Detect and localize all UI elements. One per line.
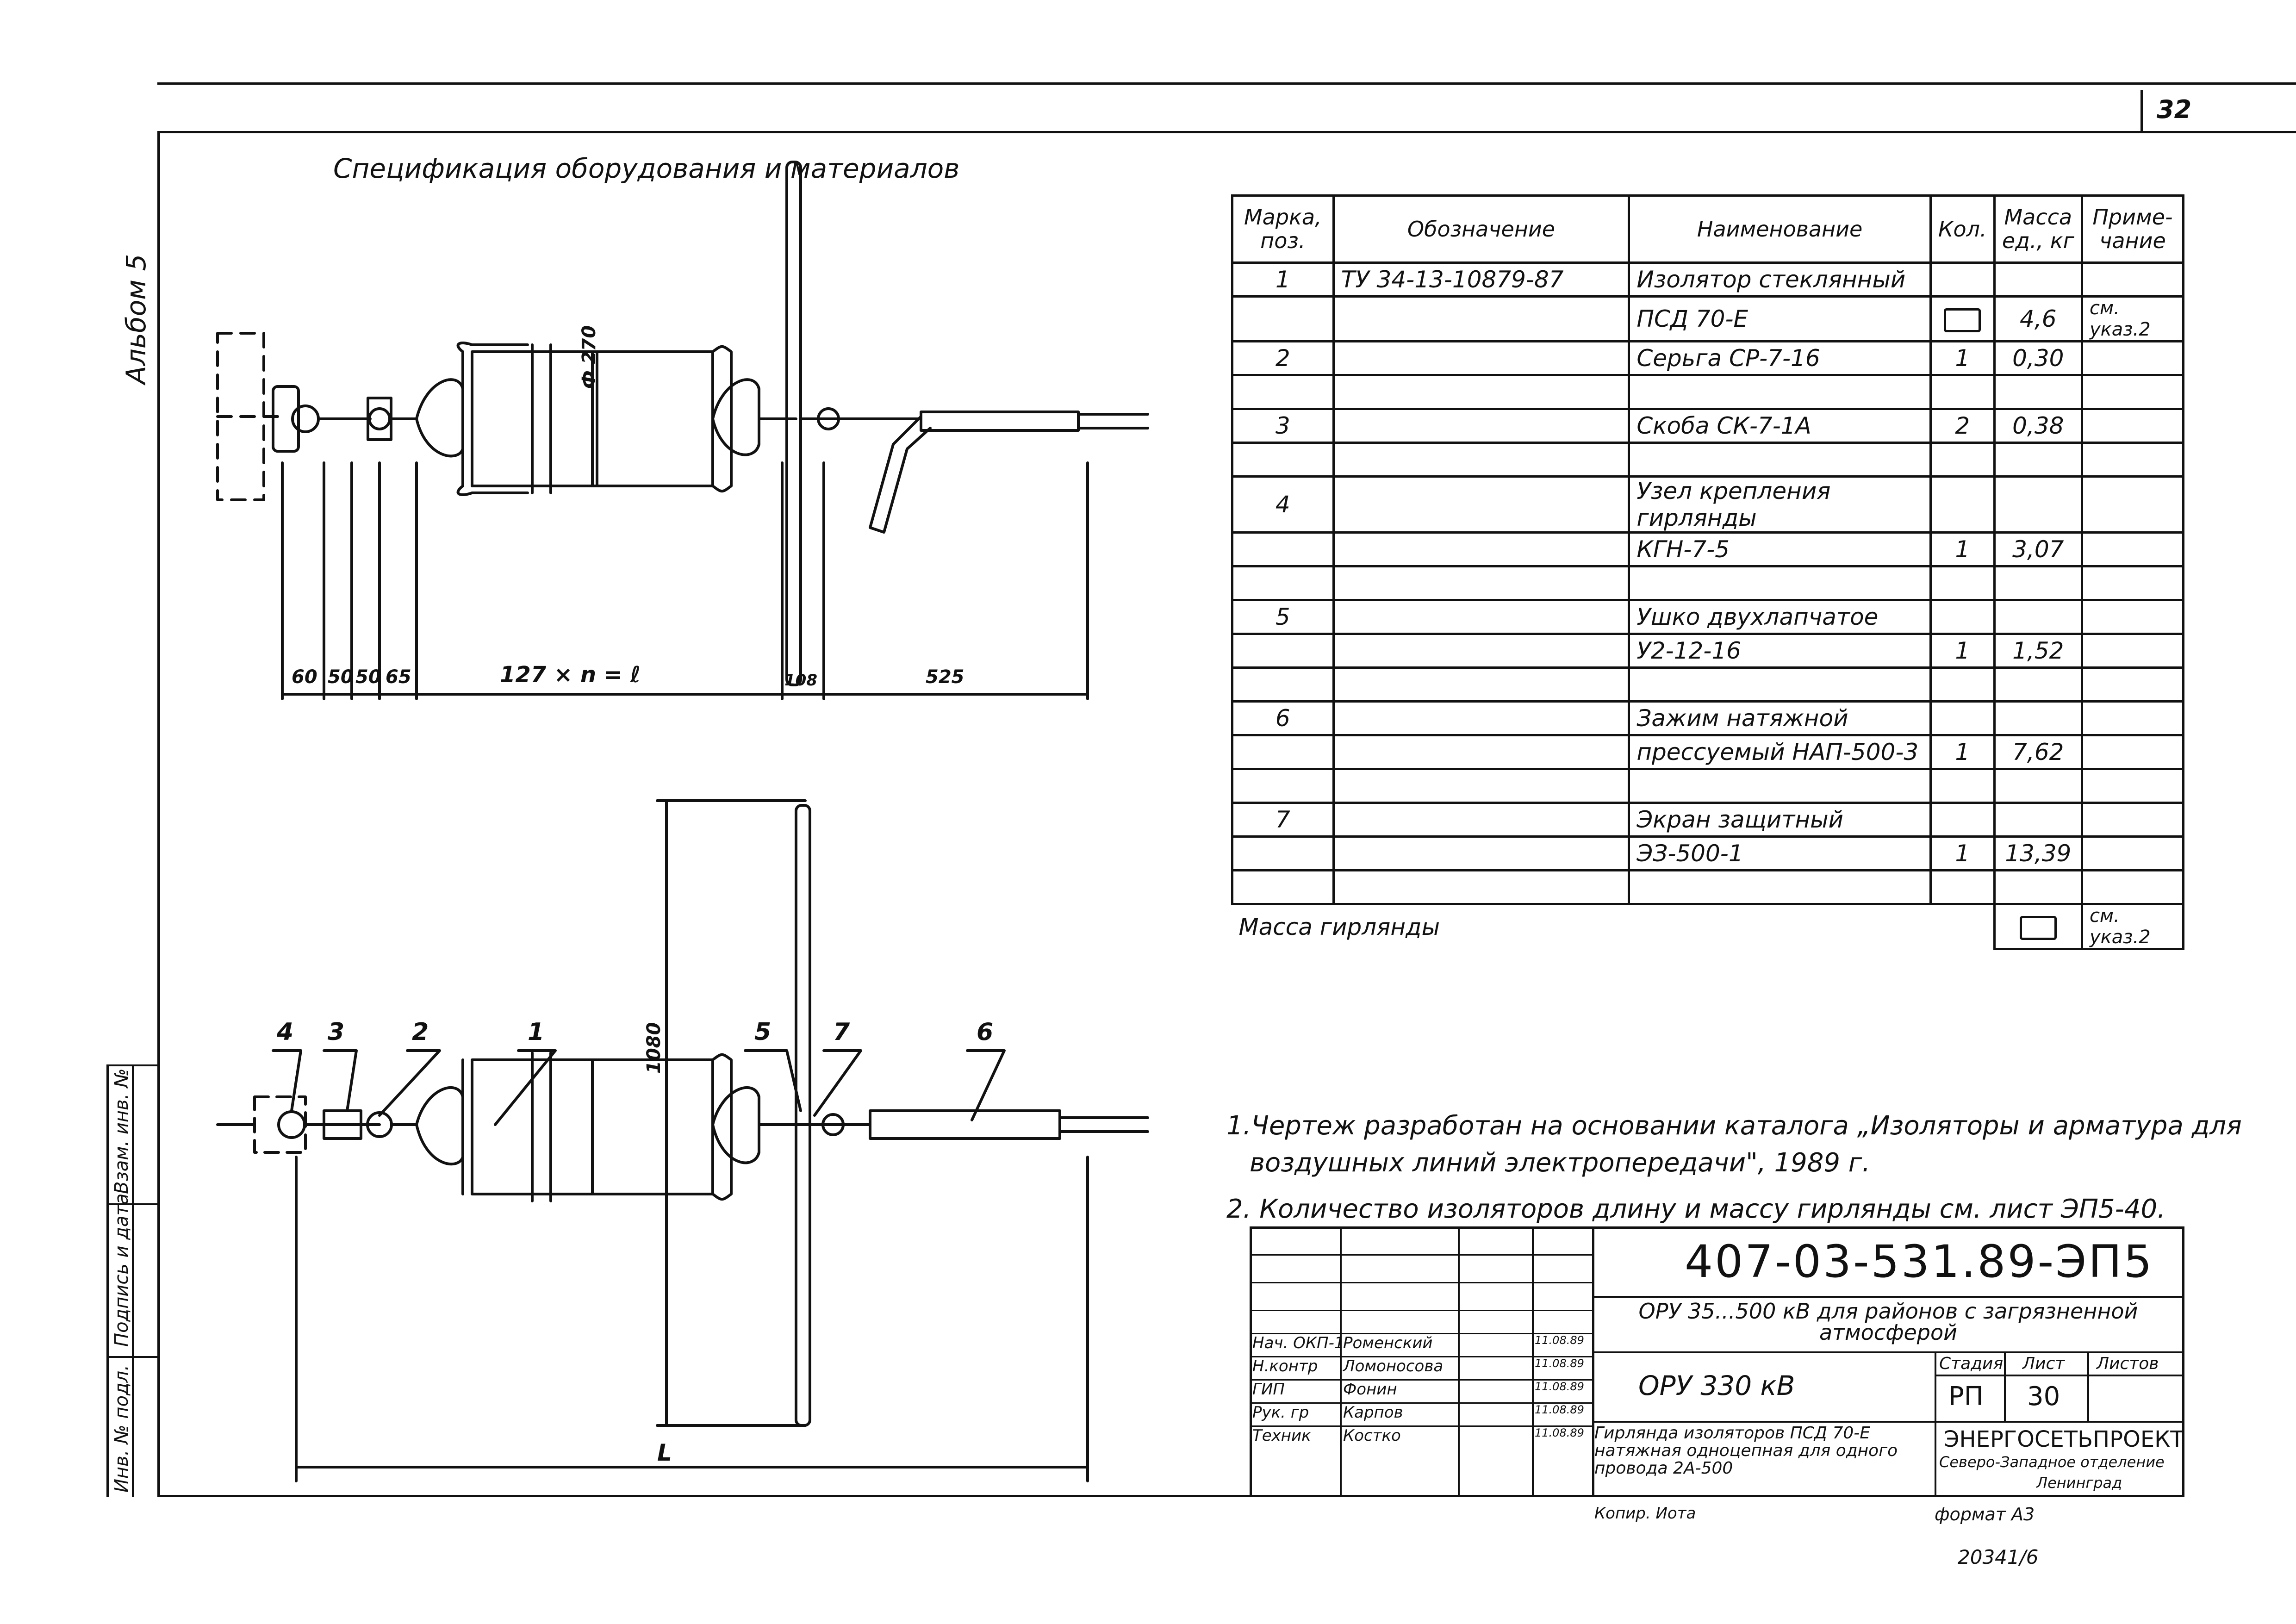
tb-left xyxy=(1250,1226,1252,1497)
spec-row xyxy=(1232,871,2184,904)
tb-person-date: 11.08.89 xyxy=(1535,1403,1584,1416)
tb-right xyxy=(2182,1226,2184,1497)
tb-person-role: Н.контр xyxy=(1252,1357,1318,1375)
spec-cell-note xyxy=(2082,477,2183,533)
spec-cell-qty xyxy=(1930,375,1994,409)
spec-title: Спецификация оборудования и материалов xyxy=(333,153,960,184)
spec-cell-qty xyxy=(1930,803,1994,837)
dim-50a: 50 xyxy=(328,666,354,688)
tb-sheets-label: Листов xyxy=(2097,1354,2159,1373)
tb-row-object xyxy=(1592,1421,2184,1423)
note-2: 2. Количество изоляторов длину и массу гирлянды см. лист ЭП5-40. xyxy=(1226,1194,2165,1224)
spec-cell-pos: 1 xyxy=(1232,263,1334,297)
spec-cell-code xyxy=(1333,769,1629,803)
album-label: Альбом 5 xyxy=(120,254,152,384)
spec-cell-mass xyxy=(1994,477,2082,533)
spec-cell-code xyxy=(1333,375,1629,409)
note-1a: 1.Чертеж разработан на основании каталога „Изоляторы и арматура для xyxy=(1226,1111,2242,1141)
spec-cell-pos xyxy=(1232,837,1334,871)
spec-cell-note xyxy=(2082,600,2183,634)
dim-525: 525 xyxy=(926,666,964,688)
spec-cell-qty xyxy=(1930,477,1994,533)
spec-row xyxy=(1232,533,2184,566)
spec-cell-name: КГН-7-5 xyxy=(1629,533,1930,566)
dim-L: L xyxy=(657,1439,672,1466)
tb-person-date: 11.08.89 xyxy=(1535,1357,1584,1370)
spec-cell-qty xyxy=(1930,263,1994,297)
spec-header-mass: Масса ед., кг xyxy=(1994,196,2082,263)
spec-cell-code xyxy=(1333,668,1629,702)
spec-cell-note: см. указ.2 xyxy=(2082,297,2183,342)
spec-cell-pos xyxy=(1232,735,1334,769)
dim-65: 65 xyxy=(386,666,411,688)
tb-org: ЭНЕРГОСЕТЬПРОЕКТ xyxy=(1944,1426,2184,1452)
spec-cell-note xyxy=(2082,803,2183,837)
spec-cell-code xyxy=(1333,566,1629,600)
tb-stage-col-2 xyxy=(2087,1351,2089,1421)
spec-cell-name: ПСД 70-Е xyxy=(1629,297,1930,342)
spec-cell-qty: 1 xyxy=(1930,342,1994,375)
spec-row xyxy=(1232,342,2184,375)
tb-person-role: ГИП xyxy=(1252,1380,1285,1399)
spec-cell-qty: 1 xyxy=(1930,735,1994,769)
tb-sheet-title: Гирлянда изоляторов ПСД 70-Е натяжная одноцепная для одного провода 2А-500 xyxy=(1594,1424,1898,1478)
spec-row xyxy=(1232,668,2184,702)
spec-total-mass xyxy=(1994,904,2082,949)
corner-box-left xyxy=(2140,90,2143,132)
callout-5: 5 xyxy=(754,1018,772,1046)
top-attachment-node xyxy=(273,386,299,451)
spec-cell-mass: 0,38 xyxy=(1994,409,2082,443)
spec-cell-name: Изолятор стеклянный xyxy=(1629,263,1930,297)
qty-box xyxy=(1944,308,1981,332)
spec-cell-qty xyxy=(1930,871,1994,904)
spec-cell-qty: 2 xyxy=(1930,409,1994,443)
spec-cell-qty xyxy=(1930,297,1994,342)
tb-org-city: Ленинград xyxy=(2036,1474,2122,1492)
spec-cell-note xyxy=(2082,837,2183,871)
spec-row xyxy=(1232,375,2184,409)
spec-cell-note xyxy=(2082,668,2183,702)
spec-cell-mass xyxy=(1994,668,2082,702)
tb-project: ОРУ 35...500 кВ для районов с загрязненной атмосферой xyxy=(1638,1299,2138,1345)
spec-total-box xyxy=(2020,916,2057,940)
tb-inventory: 20341/6 xyxy=(1958,1546,2039,1568)
spec-header-code: Обозначение xyxy=(1333,196,1629,263)
spec-cell-pos xyxy=(1232,533,1334,566)
dim-1080: 1080 xyxy=(643,1022,665,1074)
tb-person-name: Ломоносова xyxy=(1343,1357,1444,1375)
spec-header-name: Наименование xyxy=(1629,196,1930,263)
spec-cell-qty: 1 xyxy=(1930,533,1994,566)
tb-grid-row-2 xyxy=(1250,1282,1592,1283)
spec-cell-name: Серьга СР-7-16 xyxy=(1629,342,1930,375)
tb-person-date: 11.08.89 xyxy=(1535,1334,1584,1347)
spec-cell-name xyxy=(1629,566,1930,600)
insulator-string-drawing xyxy=(0,0,1226,1495)
spec-header-qty: Кол. xyxy=(1930,196,1994,263)
spec-cell-pos: 5 xyxy=(1232,600,1334,634)
tb-person-name: Костко xyxy=(1343,1426,1401,1445)
spec-cell-mass xyxy=(1994,375,2082,409)
spec-cell-name xyxy=(1629,668,1930,702)
spec-cell-name xyxy=(1629,769,1930,803)
spec-cell-code: ТУ 34-13-10879-87 xyxy=(1333,263,1629,297)
tb-person-role: Нач. ОКП-1 xyxy=(1252,1334,1344,1352)
spec-total-row xyxy=(1232,904,2184,949)
spec-cell-mass: 1,52 xyxy=(1994,634,2082,668)
callout-2: 2 xyxy=(412,1018,429,1046)
spec-cell-mass xyxy=(1994,566,2082,600)
spec-cell-code xyxy=(1333,871,1629,904)
spec-cell-mass: 3,07 xyxy=(1994,533,2082,566)
sheet-corner-number: 32 xyxy=(2157,95,2192,124)
spec-cell-pos xyxy=(1232,668,1334,702)
spec-cell-note xyxy=(2082,769,2183,803)
tb-sheet: 30 xyxy=(2027,1381,2060,1412)
note-1b: воздушных линий электропередачи", 1989 г. xyxy=(1250,1148,1871,1178)
spec-row xyxy=(1232,297,2184,342)
dim-127n: 127 × n = ℓ xyxy=(500,662,641,688)
spec-cell-code xyxy=(1333,735,1629,769)
spec-header-row xyxy=(1232,196,2184,263)
tb-col-1 xyxy=(1340,1226,1342,1497)
spec-row xyxy=(1232,477,2184,533)
callout-3: 3 xyxy=(328,1018,345,1046)
spec-cell-name: У2-12-16 xyxy=(1629,634,1930,668)
spec-cell-code xyxy=(1333,803,1629,837)
spec-cell-note xyxy=(2082,533,2183,566)
tb-doc-number: 407-03-531.89-ЭП5 xyxy=(1685,1236,2154,1288)
tb-person-name: Карпов xyxy=(1343,1403,1403,1422)
tb-stage-row xyxy=(1935,1375,2184,1376)
spec-row xyxy=(1232,263,2184,297)
spec-cell-code xyxy=(1333,702,1629,735)
spec-cell-qty xyxy=(1930,702,1994,735)
spec-cell-pos xyxy=(1232,634,1334,668)
spec-row xyxy=(1232,409,2184,443)
callout-1: 1 xyxy=(528,1018,545,1046)
tb-person-date: 11.08.89 xyxy=(1535,1426,1584,1439)
spec-cell-note xyxy=(2082,443,2183,477)
spec-cell-pos: 3 xyxy=(1232,409,1334,443)
spec-cell-pos xyxy=(1232,297,1334,342)
frame-bottom xyxy=(157,1495,2184,1497)
tb-object: ОРУ 330 кВ xyxy=(1638,1370,1795,1401)
spec-cell-name: прессуемый НАП-500-3 xyxy=(1629,735,1930,769)
dim-60: 60 xyxy=(292,666,317,688)
spec-total-label: Масса гирлянды xyxy=(1232,904,1995,949)
spec-header-pos: Марка, поз. xyxy=(1232,196,1334,263)
spec-cell-qty xyxy=(1930,668,1994,702)
spec-cell-mass: 4,6 xyxy=(1994,297,2082,342)
bottom-screen-rod xyxy=(796,805,810,1425)
side-stamp-inventory: Инв. № подл. xyxy=(111,1365,132,1493)
spec-cell-code xyxy=(1333,297,1629,342)
spec-cell-qty xyxy=(1930,566,1994,600)
tb-col-2 xyxy=(1458,1226,1460,1497)
tb-grid-row-1 xyxy=(1250,1254,1592,1256)
tb-person-role: Техник xyxy=(1252,1426,1311,1445)
spec-cell-mass xyxy=(1994,443,2082,477)
spec-cell-note xyxy=(2082,566,2183,600)
spec-cell-note xyxy=(2082,871,2183,904)
spec-cell-pos xyxy=(1232,871,1334,904)
tb-person-date: 11.08.89 xyxy=(1535,1380,1584,1393)
spec-cell-mass: 7,62 xyxy=(1994,735,2082,769)
spec-cell-mass xyxy=(1994,803,2082,837)
spec-cell-code xyxy=(1333,342,1629,375)
dim-108: 108 xyxy=(784,671,817,690)
spec-row xyxy=(1232,803,2184,837)
dim-50b: 50 xyxy=(355,666,381,688)
tb-col-3 xyxy=(1532,1226,1534,1497)
tb-row-docnum xyxy=(1592,1296,2184,1298)
spec-cell-pos xyxy=(1232,443,1334,477)
spec-cell-name: Узел крепления гирлянды xyxy=(1629,477,1930,533)
spec-cell-qty xyxy=(1930,600,1994,634)
spec-row xyxy=(1232,634,2184,668)
spec-cell-name xyxy=(1629,375,1930,409)
spec-cell-mass: 13,39 xyxy=(1994,837,2082,871)
spec-cell-mass xyxy=(1994,871,2082,904)
spec-cell-qty xyxy=(1930,443,1994,477)
spec-row xyxy=(1232,735,2184,769)
spec-cell-pos: 2 xyxy=(1232,342,1334,375)
spec-cell-pos xyxy=(1232,566,1334,600)
spec-cell-name: ЭЗ-500-1 xyxy=(1629,837,1930,871)
spec-cell-qty xyxy=(1930,769,1994,803)
spec-cell-note xyxy=(2082,263,2183,297)
diameter-label: Ф 270 xyxy=(579,325,600,389)
tb-stage-split xyxy=(1935,1351,1936,1497)
spec-cell-code xyxy=(1333,443,1629,477)
spec-row xyxy=(1232,702,2184,735)
spec-cell-name: Экран защитный xyxy=(1629,803,1930,837)
spec-cell-code xyxy=(1333,477,1629,533)
spec-row xyxy=(1232,443,2184,477)
spec-cell-note xyxy=(2082,342,2183,375)
spec-cell-mass xyxy=(1994,702,2082,735)
tb-copied: Копир. Иота xyxy=(1594,1504,1696,1523)
spec-cell-note xyxy=(2082,409,2183,443)
spec-cell-mass xyxy=(1994,769,2082,803)
spec-cell-code xyxy=(1333,409,1629,443)
spec-cell-name xyxy=(1629,443,1930,477)
tb-person-name: Роменский xyxy=(1343,1334,1433,1352)
spec-table xyxy=(1231,194,2184,950)
tb-stage-label: Стадия xyxy=(1939,1354,2004,1373)
spec-cell-note xyxy=(2082,702,2183,735)
tb-person-role: Рук. гр xyxy=(1252,1403,1309,1422)
tb-org-sub: Северо-Западное отделение xyxy=(1939,1453,2165,1471)
tb-format: формат А3 xyxy=(1935,1504,2035,1524)
spec-cell-pos: 4 xyxy=(1232,477,1334,533)
tb-stage-col-1 xyxy=(2004,1351,2006,1421)
spec-cell-mass xyxy=(1994,600,2082,634)
side-stamp-signature: Подпись и дата xyxy=(111,1193,132,1347)
spec-cell-mass: 0,30 xyxy=(1994,342,2082,375)
top-screen-rod xyxy=(787,162,801,685)
callout-4: 4 xyxy=(277,1018,294,1046)
tb-sheet-label: Лист xyxy=(2022,1354,2065,1373)
spec-cell-note xyxy=(2082,735,2183,769)
spec-cell-mass xyxy=(1994,263,2082,297)
spec-row xyxy=(1232,837,2184,871)
callout-7: 7 xyxy=(833,1018,850,1046)
spec-cell-code xyxy=(1333,634,1629,668)
side-stamp-replace: Взам. инв. № xyxy=(111,1068,132,1194)
tb-person-name: Фонин xyxy=(1343,1380,1397,1399)
spec-cell-pos: 7 xyxy=(1232,803,1334,837)
spec-cell-code xyxy=(1333,837,1629,871)
spec-cell-qty: 1 xyxy=(1930,634,1994,668)
spec-cell-pos xyxy=(1232,375,1334,409)
spec-cell-pos: 6 xyxy=(1232,702,1334,735)
spec-row xyxy=(1232,769,2184,803)
spec-cell-name: Зажим натяжной xyxy=(1629,702,1930,735)
spec-cell-code xyxy=(1333,600,1629,634)
spec-total-note: см. указ.2 xyxy=(2082,904,2183,949)
spec-row xyxy=(1232,566,2184,600)
tb-stage: РП xyxy=(1948,1381,1984,1412)
spec-cell-qty: 1 xyxy=(1930,837,1994,871)
tb-top xyxy=(1250,1226,2184,1229)
spec-header-note: Приме- чание xyxy=(2082,196,2183,263)
tb-grid-row-3 xyxy=(1250,1310,1592,1311)
spec-cell-name: Ушко двухлапчатое xyxy=(1629,600,1930,634)
callout-6: 6 xyxy=(977,1018,994,1046)
spec-cell-note xyxy=(2082,375,2183,409)
spec-cell-name: Скоба СК-7-1А xyxy=(1629,409,1930,443)
spec-cell-note xyxy=(2082,634,2183,668)
top-insulator-stack xyxy=(458,343,528,495)
spec-cell-name xyxy=(1629,871,1930,904)
spec-row xyxy=(1232,600,2184,634)
spec-cell-pos xyxy=(1232,769,1334,803)
tb-row-project xyxy=(1592,1351,2184,1353)
spec-cell-code xyxy=(1333,533,1629,566)
